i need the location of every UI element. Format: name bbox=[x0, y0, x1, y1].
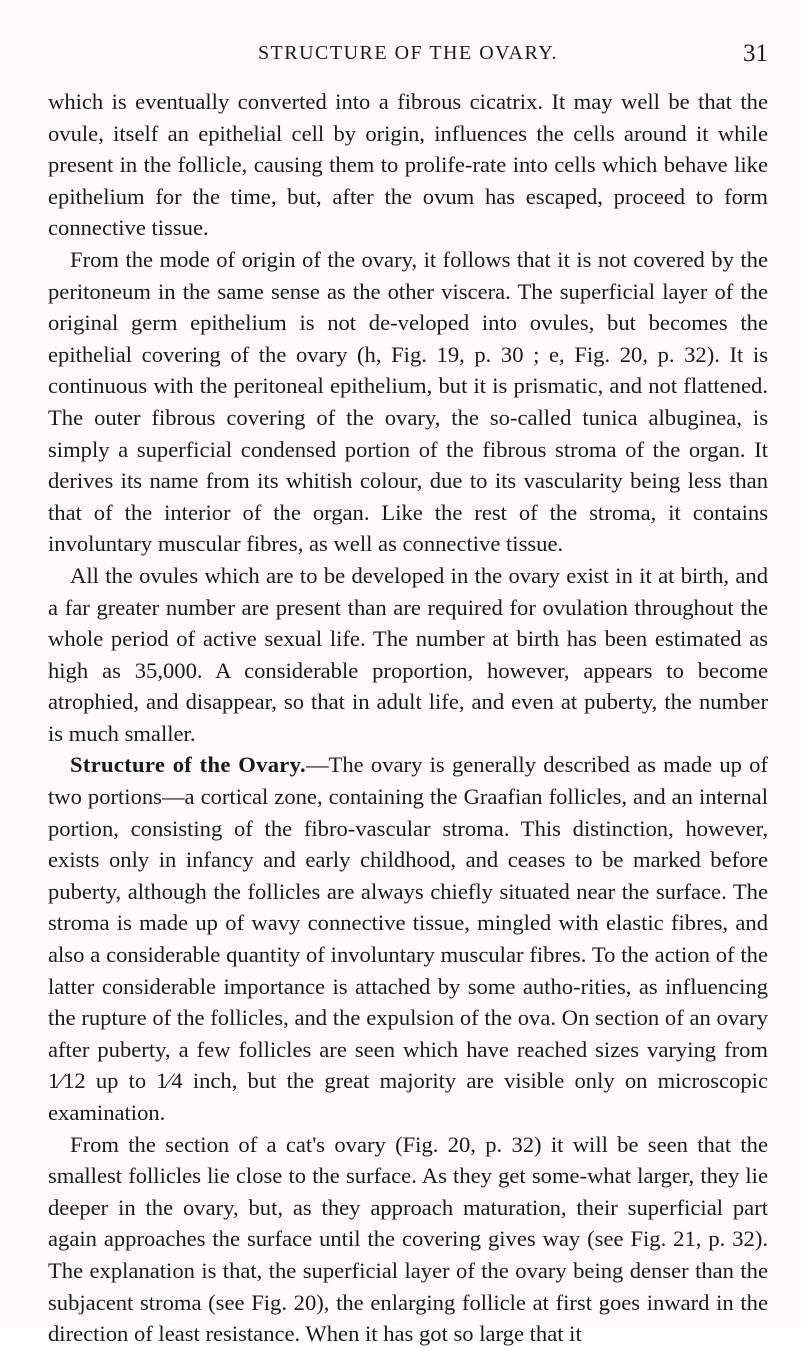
paragraph-1: which is eventually converted into a fibrous cicatrix. It may well be that the ovule, itself an epithelial cell by origin, influences the cells around it while present in the follicle, causing them to prolife-rate into cells which behave like epithelium for the time, but, after the ovum has escaped, proceed to form connective tissue. bbox=[48, 89, 768, 241]
section-heading: Structure of the Ovary. bbox=[70, 752, 306, 778]
paragraph-4 bbox=[48, 749, 768, 1128]
book-page bbox=[48, 40, 768, 1350]
paragraph-2: From the mode of origin of the ovary, it follows that it is not covered by the peritoneum in the same sense as the other viscera. The superficial layer of the original germ epithelium is not de-veloped into ovules, but becomes the epithelial covering of the ovary (h, Fig. 19, p. 30 ; e, Fig. 20, p. 32). It is continuous with the peritoneal epithelium, but it is prismatic, and not flattened. The outer fibrous covering of the ovary, the so-called tunica albuginea, is simply a superficial condensed portion of the fibrous stroma of the organ. It derives its name from its whitish colour, due to its vascularity being less than that of the interior of the organ. Like the rest of the stroma, it contains involuntary muscular fibres, as well as connective tissue. bbox=[48, 246, 768, 557]
running-title: STRUCTURE OF THE OVARY. bbox=[257, 42, 559, 64]
paragraph-5: From the section of a cat's ovary (Fig. 20, p. 32) it will be seen that the smallest follicles lie close to the surface. As they get some-what larger, they lie deeper in the ovary, but, as they approach maturation, their superficial part again approaches the surface until the covering gives way (see Fig. 21, p. 32). The explanation is that, the superficial layer of the ovary being denser than the subjacent stroma (see Fig. 20), the enlarging follicle at first goes inward in the direction of least resistance. When it has got so large that it bbox=[48, 1131, 768, 1347]
body-text bbox=[48, 86, 768, 1350]
paragraph-4-text: —The ovary is generally described as made up of two portions—a cortical zone, containing the Graafian follicles, and an internal portion, consisting of the fibro-vascular stroma. This distinction, however, exists only in infancy and early childhood, and ceases to be marked before puberty, although the follicles are always chiefly situated near the surface. The stroma is made up of wavy connective tissue, mingled with elastic fibres, and also a considerable quantity of involuntary muscular fibres. To the action of the latter considerable importance is attached by some autho-rities, as influencing the rupture of the follicles, and the expulsion of the ova. On section of an ovary after puberty, a few follicles are seen which have reached sizes varying from 1⁄12 up to 1⁄4 inch, but the great majority are visible only on microscopic examination. bbox=[48, 752, 768, 1125]
page-number: 31 bbox=[743, 40, 768, 67]
running-head bbox=[48, 40, 768, 80]
paragraph-3: All the ovules which are to be developed in the ovary exist in it at birth, and a far greater number are present than are required for ovulation throughout the whole period of active sexual life. The number at birth has been estimated as high as 35,000. A considerable proportion, however, appears to become atrophied, and disappear, so that in adult life, and even at puberty, the number is much smaller. bbox=[48, 562, 768, 746]
